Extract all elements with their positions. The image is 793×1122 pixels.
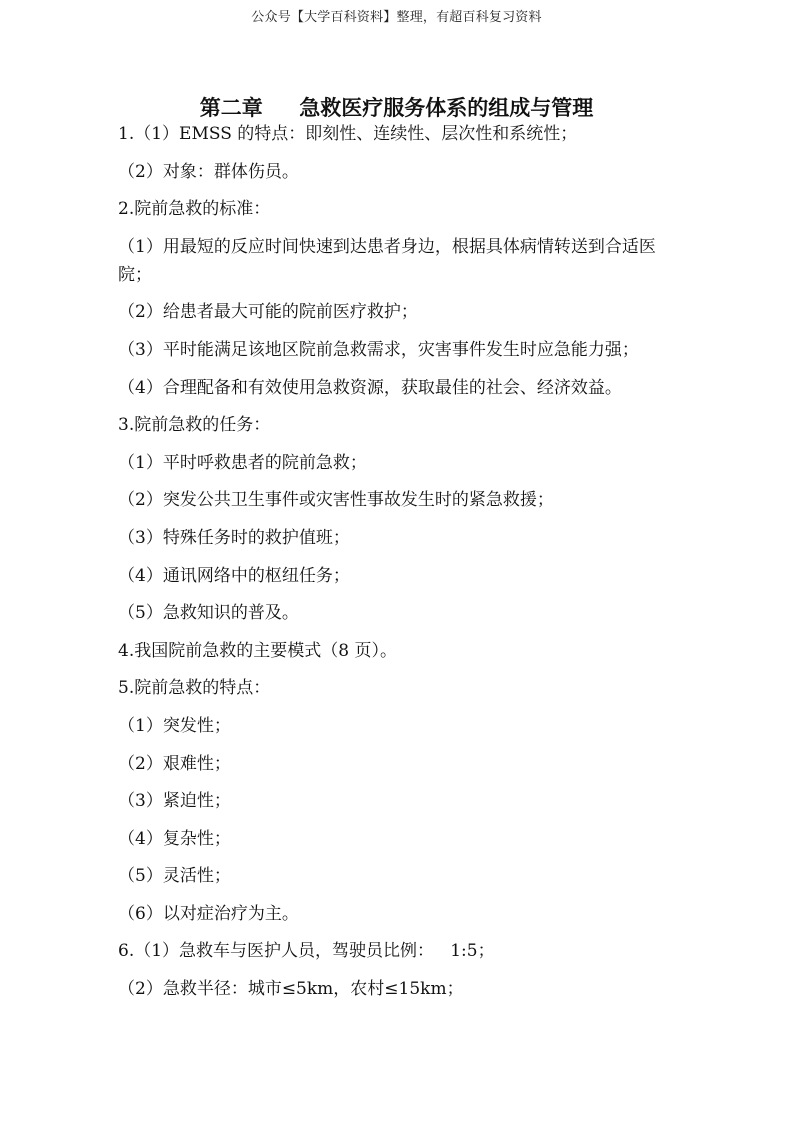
- paragraph-3-4: （4）通讯网络中的枢纽任务；: [118, 565, 350, 586]
- header-note: 公众号【大学百科资料】整理，有超百科复习资料: [251, 10, 542, 25]
- section-2-heading: 2.院前急救的标准：: [118, 199, 271, 220]
- paragraph-6-1: 6.（1）急救车与医护人员，驾驶员比例： 1:5；: [118, 941, 495, 962]
- paragraph-5-1: （1）突发性；: [118, 715, 231, 736]
- paragraph-5-3: （3）紧迫性；: [118, 791, 231, 812]
- paragraph-5-6: （6）以对症治疗为主。: [118, 903, 299, 924]
- paragraph-3-2: （2）突发公共卫生事件或灾害性事故发生时的紧急救援；: [118, 490, 554, 511]
- paragraph-2-2: （2）给患者最大可能的院前医疗救护；: [118, 302, 418, 323]
- paragraph-3-3: （3）特殊任务时的救护值班；: [118, 527, 350, 548]
- paragraph-3-1: （1）平时呼救患者的院前急救；: [118, 452, 367, 473]
- section-4-heading: 4.我国院前急救的主要模式（8 页）。: [118, 640, 397, 661]
- paragraph-5-5: （5）灵活性；: [118, 866, 231, 887]
- section-5-heading: 5.院前急救的特点：: [118, 678, 271, 699]
- paragraph-2-4: （4）合理配备和有效使用急救资源，获取最佳的社会、经济效益。: [118, 377, 622, 398]
- section-3-heading: 3.院前急救的任务：: [118, 415, 271, 436]
- paragraph-6-2: （2）急救半径：城市≤5km，农村≤15km；: [118, 979, 464, 1000]
- document-body: [118, 120, 688, 1013]
- paragraph-1-2: （2）对象：群体伤员。: [118, 161, 299, 182]
- paragraph-3-5: （5）急救知识的普及。: [118, 603, 299, 624]
- page-title: 第二章 急救医疗服务体系的组成与管理: [199, 96, 594, 121]
- paragraph-2-3: （3）平时能满足该地区院前急救需求，灾害事件发生时应急能力强；: [118, 339, 639, 360]
- paragraph-5-4: （4）复杂性；: [118, 828, 231, 849]
- paragraph-5-2: （2）艰难性；: [118, 753, 231, 774]
- paragraph-2-1: （1）用最短的反应时间快速到达患者身边，根据具体病情转送到合适医院；: [118, 236, 656, 285]
- paragraph-1-1: 1.（1）EMSS 的特点：即刻性、连续性、层次性和系统性；: [118, 124, 578, 144]
